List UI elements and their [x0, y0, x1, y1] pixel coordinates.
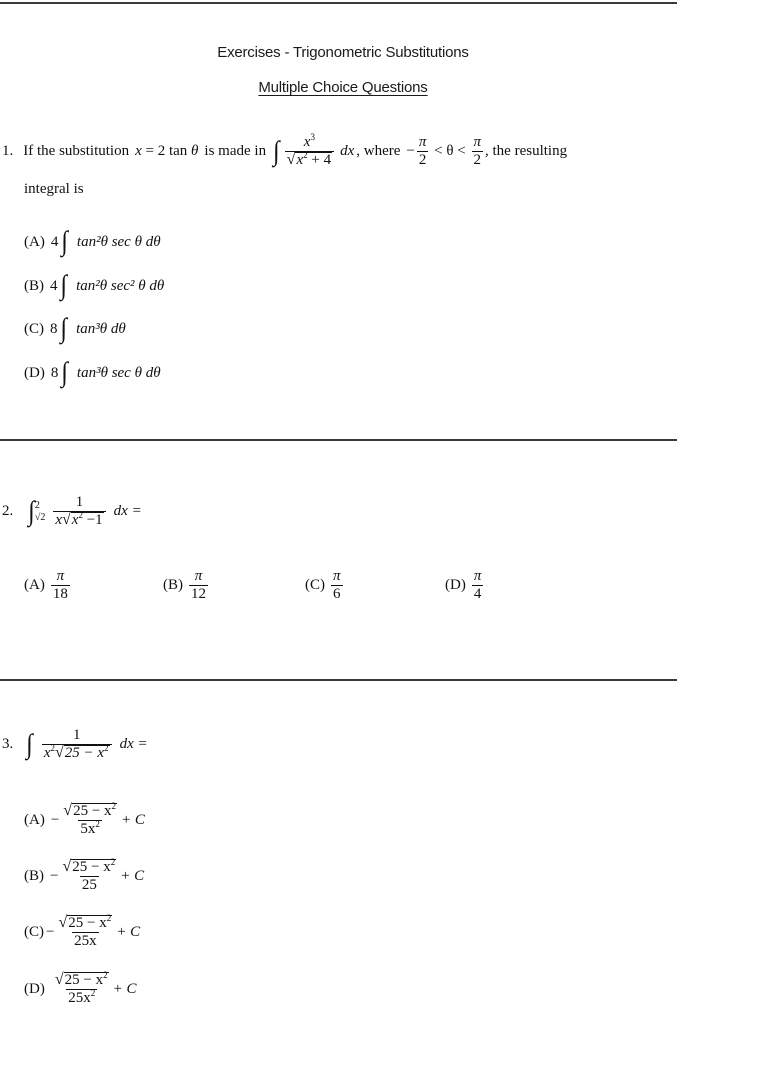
page-title: Exercises - Trigonometric Substitutions: [217, 44, 469, 61]
q2-option-c[interactable]: (C) $\frac{\pi}{6}$: [305, 568, 341, 602]
q1-option-c[interactable]: (C) 8 ∫ tan³θ dθ: [24, 314, 126, 344]
q3-option-d[interactable]: (D) √ $25 - x^2$ $25x^2$ + C: [24, 970, 137, 1006]
q2-option-d[interactable]: (D) $\frac{\pi}{4}$: [445, 568, 482, 602]
q3-option-b[interactable]: (B) − √ $25 - x^2$ 25 + C: [24, 857, 145, 893]
q2-option-b[interactable]: (B) $\frac{\pi}{12}$: [163, 568, 206, 602]
q1-option-a[interactable]: (A) 4 ∫ tan²θ sec θ dθ: [24, 227, 161, 257]
integral-sign: ∫: [28, 496, 35, 527]
question-1-stem: 1. If the substitution x = 2 tan θ is made in ∫ $x^3$ √ $x^2 + 4$ dx , where − $\frac{\pi}{2}$ < θ < $\frac{\pi}{2}$ , the resulting: [2, 132, 568, 168]
q3-option-a[interactable]: (A) − √ $25 - x^2$ $5x^2$ + C: [24, 801, 145, 837]
divider-1: [0, 439, 677, 441]
integral-sign: ∫: [26, 729, 33, 760]
q1-option-d[interactable]: (D) 8 ∫ tan³θ sec θ dθ: [24, 358, 161, 388]
page-subtitle: [0, 79, 686, 96]
q3-option-c[interactable]: (C) − √ $25 - x^2$ 25x + C: [24, 913, 141, 949]
question-number: 1.: [2, 143, 14, 159]
integral-sign: ∫: [273, 136, 280, 167]
question-number: 3.: [2, 736, 14, 752]
question-3-stem: 3. ∫ 1 $x^2$ √ $25 - x^2$ dx =: [2, 727, 148, 761]
question-2-stem: 2. ∫ 2 √2 1 x √ $x^2 -1$ dx =: [2, 494, 142, 528]
q1-option-b[interactable]: (B) 4 ∫ tan²θ sec² θ dθ: [24, 271, 165, 301]
top-divider: [0, 2, 677, 4]
integrand-fraction: 1 x √ $x^2 -1$: [53, 494, 105, 529]
integral-limits: 2 √2: [34, 499, 46, 523]
divider-2: [0, 679, 677, 681]
integrand-fraction: $x^3$ √ $x^2 + 4$: [285, 134, 334, 169]
q2-option-a[interactable]: (A) $\frac{\pi}{18}$: [24, 568, 68, 602]
subtitle-text: Multiple Choice Questions: [258, 79, 428, 96]
question-1-stem-cont: integral is: [24, 181, 84, 197]
integrand-fraction: 1 $x^2$ √ $25 - x^2$: [42, 727, 112, 762]
question-number: 2.: [2, 503, 14, 519]
